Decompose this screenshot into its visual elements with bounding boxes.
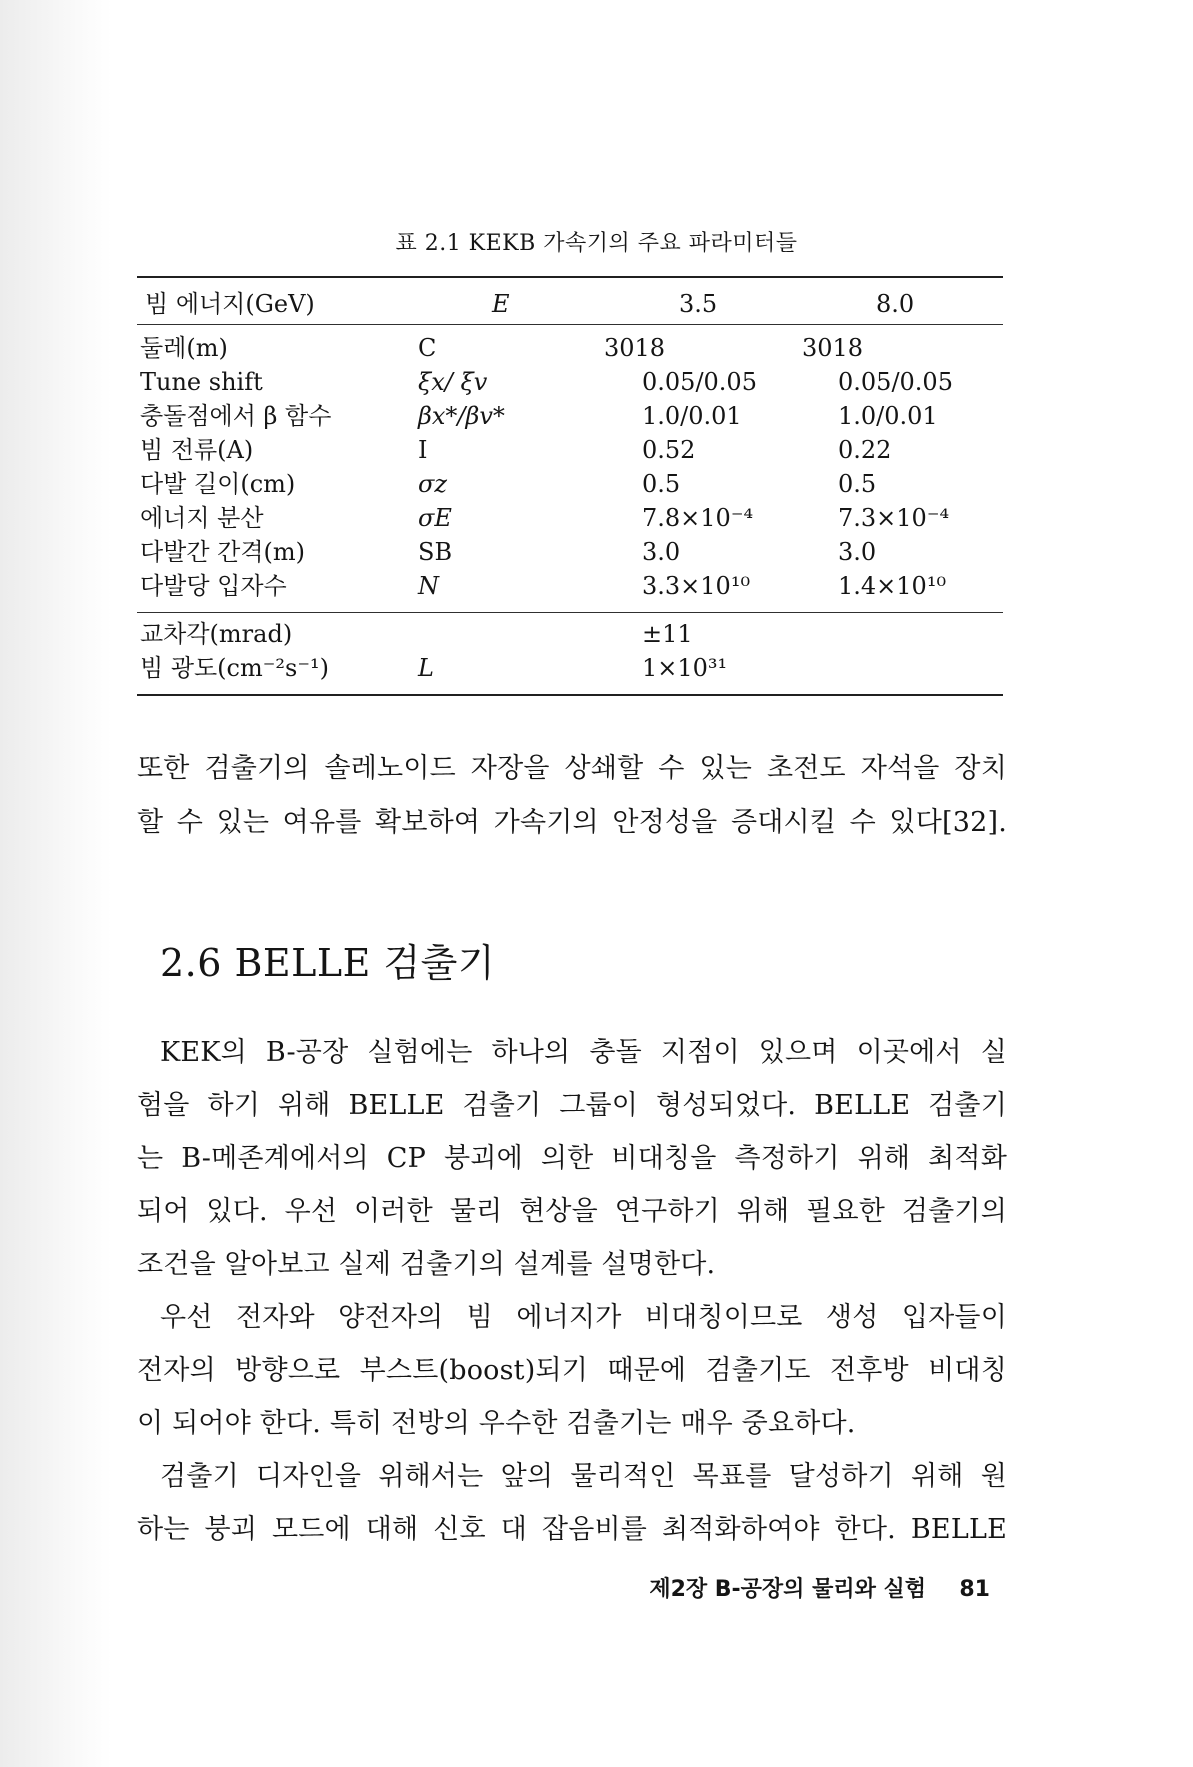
row-label: 다발간 간격(m) bbox=[140, 538, 306, 566]
table-header-rule bbox=[137, 324, 1003, 325]
row-symbol: N bbox=[418, 572, 439, 600]
header-label: 빔 에너지(GeV) bbox=[145, 290, 315, 318]
row-label: 빔 광도(cm⁻²s⁻¹) bbox=[140, 654, 330, 682]
row-her-value: 3018 bbox=[802, 334, 864, 362]
table-section-rule bbox=[137, 612, 1003, 613]
row-ler-value: 1.0/0.01 bbox=[642, 402, 742, 430]
table-caption: 표 2.1 KEKB 가속기의 주요 파라미터들 bbox=[395, 231, 798, 256]
row-her-value: 0.5 bbox=[838, 470, 877, 498]
paragraph-line: 조건을 알아보고 실제 검출기의 설계를 설명한다. bbox=[137, 1249, 716, 1280]
row-her-value: 1.0/0.01 bbox=[838, 402, 938, 430]
paragraph-line: 는 B-메존계에서의 CP 붕괴에 의한 비대칭을 측정하기 위해 최적화 bbox=[137, 1143, 1007, 1174]
row-ler-value: 0.5 bbox=[642, 470, 681, 498]
section-heading: 2.6 BELLE 검출기 bbox=[160, 941, 496, 985]
row-ler-value: 3.0 bbox=[642, 538, 681, 566]
row-her-value: 0.05/0.05 bbox=[838, 368, 953, 396]
paragraph-line: 험을 하기 위해 BELLE 검출기 그룹이 형성되었다. BELLE 검출기 bbox=[137, 1090, 1007, 1121]
table-top-rule bbox=[137, 276, 1003, 278]
page-number: 81 bbox=[959, 1577, 990, 1602]
row-label: 다발당 입자수 bbox=[140, 572, 287, 600]
row-ler-value: 1×10³¹ bbox=[642, 654, 728, 682]
paragraph-line: 전자의 방향으로 부스트(boost)되기 때문에 검출기도 전후방 비대칭 bbox=[137, 1355, 1007, 1386]
row-symbol: σE bbox=[418, 504, 452, 532]
paragraph-line: 할 수 있는 여유를 확보하여 가속기의 안정성을 증대시킬 수 있다[32]. bbox=[137, 807, 1007, 838]
header-ler-energy: 3.5 bbox=[679, 290, 718, 318]
paragraph-line: 또한 검출기의 솔레노이드 자장을 상쇄할 수 있는 초전도 자석을 장치 bbox=[137, 753, 1007, 784]
table-bottom-rule bbox=[137, 694, 1003, 696]
running-footer bbox=[590, 1572, 990, 1603]
running-head: 제2장 B-공장의 물리와 실험 bbox=[649, 1577, 927, 1602]
paragraph-line: 이 되어야 한다. 특히 전방의 우수한 검출기는 매우 중요하다. bbox=[137, 1408, 856, 1439]
header-symbol: E bbox=[492, 290, 510, 318]
row-ler-value: 0.52 bbox=[642, 436, 696, 464]
row-symbol: ξx/ ξv bbox=[418, 368, 488, 396]
row-ler-value: 0.05/0.05 bbox=[642, 368, 757, 396]
paragraph-line: 하는 붕괴 모드에 대해 신호 대 잡음비를 최적화하여야 한다. BELLE bbox=[137, 1514, 1007, 1545]
row-her-value: 7.3×10⁻⁴ bbox=[838, 504, 950, 532]
row-symbol: L bbox=[418, 654, 434, 682]
row-label: Tune shift bbox=[140, 368, 263, 396]
row-her-value: 0.22 bbox=[838, 436, 892, 464]
row-ler-value: 7.8×10⁻⁴ bbox=[642, 504, 754, 532]
row-label: 교차각(mrad) bbox=[140, 620, 293, 648]
row-label: 빔 전류(A) bbox=[140, 436, 254, 464]
row-her-value: 1.4×10¹⁰ bbox=[838, 572, 947, 600]
paragraph-line: KEK의 B-공장 실험에는 하나의 충돌 지점이 있으며 이곳에서 실 bbox=[160, 1037, 1007, 1068]
row-symbol: SB bbox=[418, 538, 453, 566]
paragraph-line: 우선 전자와 양전자의 빔 에너지가 비대칭이므로 생성 입자들이 bbox=[160, 1302, 1007, 1333]
row-symbol: σz bbox=[418, 470, 448, 498]
row-label: 다발 길이(cm) bbox=[140, 470, 296, 498]
row-symbol: I bbox=[418, 436, 428, 464]
row-ler-value: 3018 bbox=[604, 334, 666, 362]
row-ler-value: ±11 bbox=[642, 620, 693, 648]
header-her-energy: 8.0 bbox=[876, 290, 915, 318]
row-label: 에너지 분산 bbox=[140, 504, 264, 532]
row-label: 둘레(m) bbox=[140, 334, 228, 362]
page-edge-shadow bbox=[0, 0, 112, 1767]
row-symbol: C bbox=[418, 334, 437, 362]
row-ler-value: 3.3×10¹⁰ bbox=[642, 572, 751, 600]
paragraph-line: 되어 있다. 우선 이러한 물리 현상을 연구하기 위해 필요한 검출기의 bbox=[137, 1196, 1007, 1227]
row-symbol: βx*/βv* bbox=[418, 402, 505, 430]
row-label: 충돌점에서 β 함수 bbox=[140, 402, 332, 430]
row-her-value: 3.0 bbox=[838, 538, 877, 566]
paragraph-line: 검출기 디자인을 위해서는 앞의 물리적인 목표를 달성하기 위해 원 bbox=[160, 1461, 1007, 1492]
